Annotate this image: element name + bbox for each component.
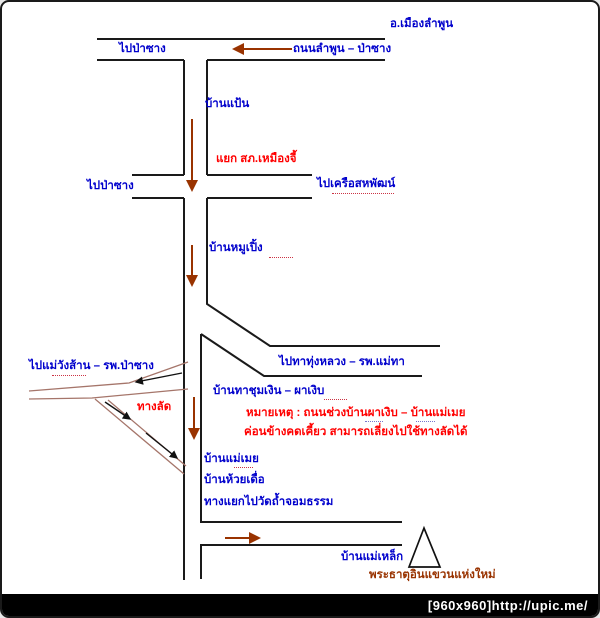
- label-to-pa-sang-left: ไปป่าซาง: [87, 180, 134, 192]
- shortcut-roads: [29, 362, 188, 474]
- note-line-1: หมายเหตุ : ถนนช่วงบ้านผาเงิบ – บ้านแม่เมย: [246, 407, 466, 419]
- road-maewangsan-lower-edge: [29, 389, 188, 399]
- underline-note-moei: [416, 421, 435, 422]
- label-ban-mae-moei: บ้านแม่เมย: [204, 453, 259, 465]
- black-direction-arrows: [105, 373, 182, 458]
- label-ban-paen: บ้านแป้น: [205, 98, 250, 110]
- underline-note-ngoep: [365, 421, 383, 422]
- underline-pha-ngoep: [324, 399, 347, 400]
- underline-mae-moei: [234, 467, 253, 468]
- label-amphoe-mueang-lamphun: อ.เมืองลำพูน: [390, 18, 454, 30]
- road-branch-thathungluang-upper-edge: [207, 198, 440, 346]
- label-tang-yaek-wat-tham: ทางแยกไปวัดถ้ำจอมธรรม: [204, 496, 334, 508]
- label-to-mae-wang-san: ไปแม่วังส้าน – รพ.ป่าซาง: [29, 360, 154, 372]
- mountain-triangle-icon: [409, 528, 440, 567]
- label-ban-mu-poeng: บ้านหมูเปิ้ง: [209, 242, 263, 254]
- label-road-lamphun-pasang: ถนนลำพูน – ป่าซาง: [293, 43, 392, 55]
- label-to-tha-thung-luang: ไปทาทุ่งหลวง – รพ.แม่ทา: [279, 356, 405, 368]
- label-to-khruea-sahapat: ไปเครือสหพัฒน์: [317, 178, 396, 190]
- underline-wang-san: [52, 375, 86, 376]
- watermark-text: [960x960]http://upic.me/: [427, 597, 588, 613]
- underline-khruea-sahapat: [332, 193, 394, 194]
- label-ban-mae-lek: บ้านแม่เหล็ก: [341, 551, 404, 563]
- label-tang-lat-shortcut: ทางลัด: [137, 401, 172, 413]
- watermark-bar: [2, 594, 598, 616]
- label-to-pa-sang-top: ไปป่าซาง: [119, 43, 166, 55]
- underline-mu-poeng: [269, 257, 293, 258]
- map-drawing: [2, 2, 600, 618]
- label-ban-tha-chum-ngoen: บ้านทาชุมเงิน – ผาเงิบ: [213, 385, 325, 397]
- label-yaek-sopo-mueang-chi: แยก สภ.เหมืองจี้: [216, 153, 297, 165]
- note-line-2: ค่อนข้างคดเคี้ยว สามารถเลี่ยงไปใช้ทางลัดได้: [244, 426, 468, 438]
- label-ban-huai-duea: บ้านห้วยเดื่อ: [204, 474, 265, 486]
- label-phra-that-in-khwaen: พระธาตุอินแขวนแห่งใหม่: [369, 569, 496, 581]
